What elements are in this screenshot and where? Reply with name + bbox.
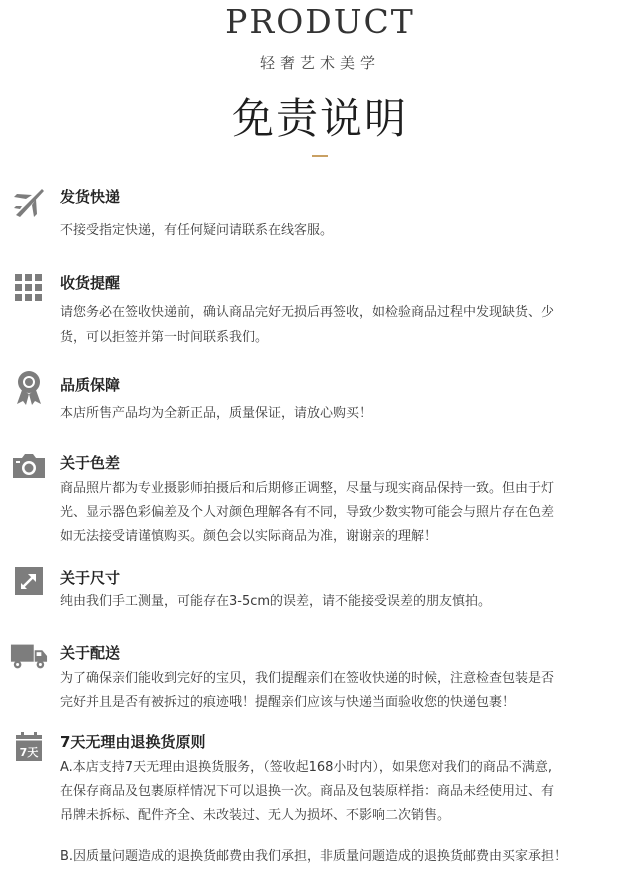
section-heading: 发货快递	[60, 188, 121, 206]
section-line: 商品照片都为专业摄影师拍摄后和后期修正调整，尽量与现实商品保持一致。但由于灯	[60, 481, 555, 496]
section-line: 吊牌未拆标、配件齐全、未改装过、无人为损坏、不影响二次销售。	[60, 808, 451, 823]
brand-title: PRODUCT	[225, 2, 415, 41]
airplane-icon	[10, 184, 48, 220]
award-ribbon-icon	[10, 370, 48, 406]
section-line: 纯由我们手工测量，可能存在3-5cm的误差，请不能接受误差的朋友慎拍。	[60, 594, 492, 609]
section-line: 为了确保亲们能收到完好的宝贝，我们提醒亲们在签收快递的时候，注意检查包装是否	[60, 671, 555, 686]
section-line: 请您务必在签收快递前，确认商品完好无损后再签收，如检验商品过程中发现缺货、少	[60, 305, 555, 320]
section-line: 在保存商品及包裹原样情况下可以退换一次。商品及包装原样指：商品未经使用过、有	[60, 784, 555, 799]
section-heading: 7天无理由退换货原则	[60, 733, 206, 751]
section-line: 完好并且是否有被拆过的痕迹哦！提醒亲们应该与快递当面验收您的快递包裹！	[60, 695, 516, 710]
section-heading: 关于配送	[60, 644, 121, 662]
section-heading: 关于色差	[60, 454, 121, 472]
section-line: 光、显示器色彩偏差及个人对颜色理解各有不同，导致少数实物可能会与照片存在色差	[60, 505, 555, 520]
section-line: 本店所售产品均为全新正品，质量保证，请放心购买！	[60, 406, 373, 421]
grid-icon	[10, 270, 48, 306]
section-line: 如无法接受请谨慎购买。颜色会以实际商品为准，谢谢亲的理解！	[60, 529, 438, 544]
return-shipping-note: B.因质量问题造成的退换货邮费由我们承担，非质量问题造成的退换货邮费由买家承担！	[60, 849, 568, 864]
section-heading: 收货提醒	[60, 274, 121, 292]
section-line: A.本店支持7天无理由退换货服务，（签收起168小时内），如果您对我们的商品不满意,	[60, 760, 553, 775]
calendar-icon-label: 7天	[19, 746, 39, 759]
title-accent-line	[312, 155, 328, 157]
section-heading: 品质保障	[60, 376, 121, 394]
camera-icon	[10, 448, 48, 484]
page-title: 免责说明	[231, 94, 408, 143]
delivery-truck-icon	[10, 638, 48, 674]
section-line: 货，可以拒签并第一时间联系我们。	[60, 330, 269, 345]
section-line: 不接受指定快递，有任何疑问请联系在线客服。	[60, 223, 334, 238]
brand-subtitle: 轻奢艺术美学	[259, 54, 380, 72]
seven-day-calendar-icon	[10, 729, 48, 765]
section-heading: 关于尺寸	[60, 569, 121, 587]
resize-arrow-icon	[10, 563, 48, 599]
